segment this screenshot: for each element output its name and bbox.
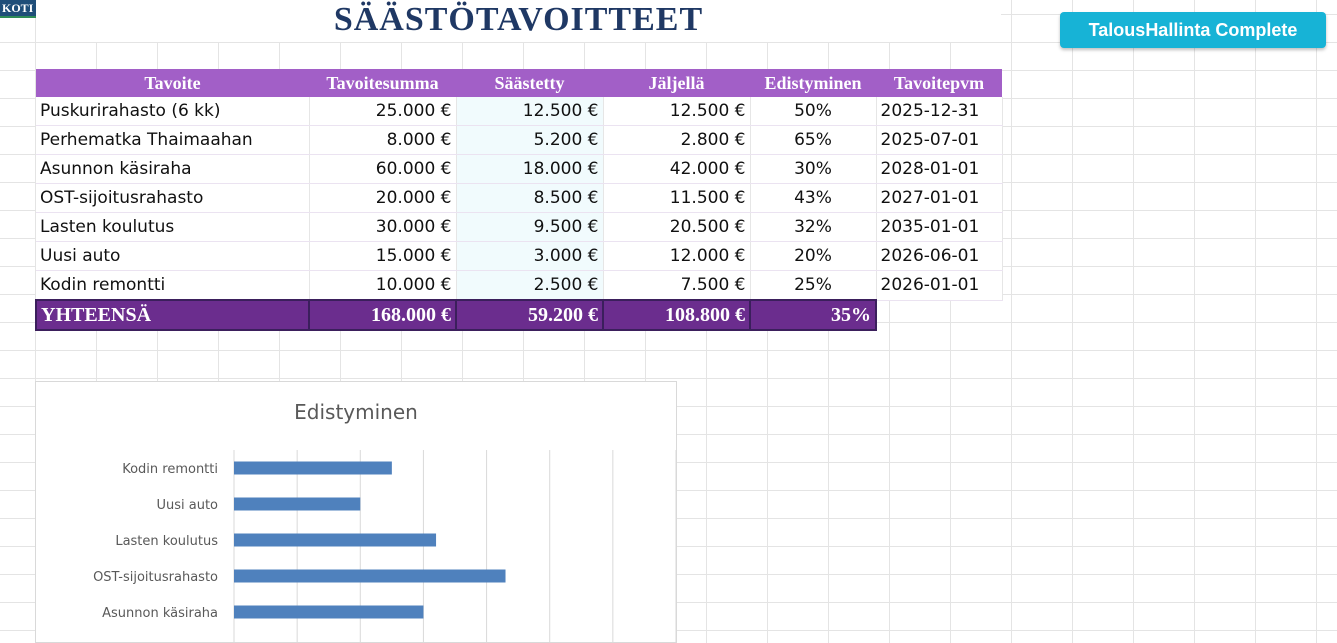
cell-saved[interactable]: 18.000 € bbox=[456, 155, 603, 184]
brand-button[interactable]: TalousHallinta Complete bbox=[1060, 12, 1326, 48]
chart-category-label: Asunnon käsiraha bbox=[102, 606, 218, 621]
cell-progress[interactable]: 30% bbox=[750, 155, 876, 184]
total-progress[interactable]: 35% bbox=[750, 300, 876, 330]
chart-bar[interactable] bbox=[234, 462, 392, 475]
cell-date[interactable]: 2026-06-01 bbox=[876, 242, 1002, 271]
progress-chart[interactable] bbox=[35, 381, 677, 643]
header-date[interactable]: Tavoitepvm bbox=[876, 69, 1002, 97]
cell-date[interactable]: 2027-01-01 bbox=[876, 184, 1002, 213]
cell-saved[interactable]: 3.000 € bbox=[456, 242, 603, 271]
cell-remaining[interactable]: 7.500 € bbox=[603, 271, 750, 301]
cell-progress[interactable]: 25% bbox=[750, 271, 876, 301]
page-title: SÄÄSTÖTAVOITTEET bbox=[36, 0, 1001, 42]
total-saved[interactable]: 59.200 € bbox=[456, 300, 603, 330]
cell-date[interactable]: 2025-07-01 bbox=[876, 126, 1002, 155]
header-target[interactable]: Tavoitesumma bbox=[309, 69, 456, 97]
cell-date[interactable]: 2028-01-01 bbox=[876, 155, 1002, 184]
cell-progress[interactable]: 20% bbox=[750, 242, 876, 271]
cell-progress[interactable]: 32% bbox=[750, 213, 876, 242]
cell-goal[interactable]: Asunnon käsiraha bbox=[36, 155, 309, 184]
logo: KOTI bbox=[0, 0, 38, 18]
cell-target[interactable]: 30.000 € bbox=[309, 213, 456, 242]
chart-bar[interactable] bbox=[234, 570, 506, 583]
chart-category-label: OST-sijoitusrahasto bbox=[93, 570, 218, 585]
cell-goal[interactable]: Puskurirahasto (6 kk) bbox=[36, 97, 309, 126]
cell-date[interactable]: 2035-01-01 bbox=[876, 213, 1002, 242]
cell-remaining[interactable]: 12.500 € bbox=[603, 97, 750, 126]
cell-remaining[interactable]: 2.800 € bbox=[603, 126, 750, 155]
cell-progress[interactable]: 65% bbox=[750, 126, 876, 155]
header-remaining[interactable]: Jäljellä bbox=[603, 69, 750, 97]
table-row bbox=[36, 184, 1002, 213]
cell-date[interactable]: 2026-01-01 bbox=[876, 271, 1002, 301]
savings-goals-table bbox=[35, 69, 1003, 331]
cell-target[interactable]: 8.000 € bbox=[309, 126, 456, 155]
chart-bar[interactable] bbox=[234, 498, 360, 511]
table-row bbox=[36, 126, 1002, 155]
cell-target[interactable]: 20.000 € bbox=[309, 184, 456, 213]
total-remaining[interactable]: 108.800 € bbox=[603, 300, 750, 330]
cell-saved[interactable]: 12.500 € bbox=[456, 97, 603, 126]
header-goal[interactable]: Tavoite bbox=[36, 69, 309, 97]
table-row bbox=[36, 271, 1002, 301]
cell-remaining[interactable]: 12.000 € bbox=[603, 242, 750, 271]
cell-remaining[interactable]: 42.000 € bbox=[603, 155, 750, 184]
cell-target[interactable]: 25.000 € bbox=[309, 97, 456, 126]
cell-progress[interactable]: 43% bbox=[750, 184, 876, 213]
cell-remaining[interactable]: 11.500 € bbox=[603, 184, 750, 213]
total-label[interactable]: YHTEENSÄ bbox=[36, 300, 309, 330]
cell-target[interactable]: 15.000 € bbox=[309, 242, 456, 271]
table-row bbox=[36, 213, 1002, 242]
table-row bbox=[36, 97, 1002, 126]
cell-date[interactable]: 2025-12-31 bbox=[876, 97, 1002, 126]
total-target[interactable]: 168.000 € bbox=[309, 300, 456, 330]
table-header-row bbox=[36, 69, 1002, 97]
chart-bar[interactable] bbox=[234, 606, 423, 619]
cell-saved[interactable]: 5.200 € bbox=[456, 126, 603, 155]
cell-goal[interactable]: Kodin remontti bbox=[36, 271, 309, 301]
total-row bbox=[36, 300, 1002, 330]
cell-goal[interactable]: Uusi auto bbox=[36, 242, 309, 271]
cell-goal[interactable]: OST-sijoitusrahasto bbox=[36, 184, 309, 213]
chart-category-label: Lasten koulutus bbox=[115, 534, 218, 549]
header-saved[interactable]: Säästetty bbox=[456, 69, 603, 97]
table-row bbox=[36, 155, 1002, 184]
chart-category-label: Kodin remontti bbox=[122, 462, 218, 477]
total-empty-cell[interactable] bbox=[876, 300, 1002, 330]
table-row bbox=[36, 242, 1002, 271]
cell-saved[interactable]: 2.500 € bbox=[456, 271, 603, 301]
chart-category-label: Uusi auto bbox=[156, 498, 218, 513]
header-progress[interactable]: Edistyminen bbox=[750, 69, 876, 97]
cell-saved[interactable]: 9.500 € bbox=[456, 213, 603, 242]
cell-target[interactable]: 60.000 € bbox=[309, 155, 456, 184]
chart-bar[interactable] bbox=[234, 534, 436, 547]
cell-remaining[interactable]: 20.500 € bbox=[603, 213, 750, 242]
chart-title: Edistyminen bbox=[294, 400, 418, 424]
cell-saved[interactable]: 8.500 € bbox=[456, 184, 603, 213]
cell-target[interactable]: 10.000 € bbox=[309, 271, 456, 301]
chart-plot bbox=[36, 382, 676, 642]
cell-goal[interactable]: Lasten koulutus bbox=[36, 213, 309, 242]
cell-progress[interactable]: 50% bbox=[750, 97, 876, 126]
cell-goal[interactable]: Perhematka Thaimaahan bbox=[36, 126, 309, 155]
